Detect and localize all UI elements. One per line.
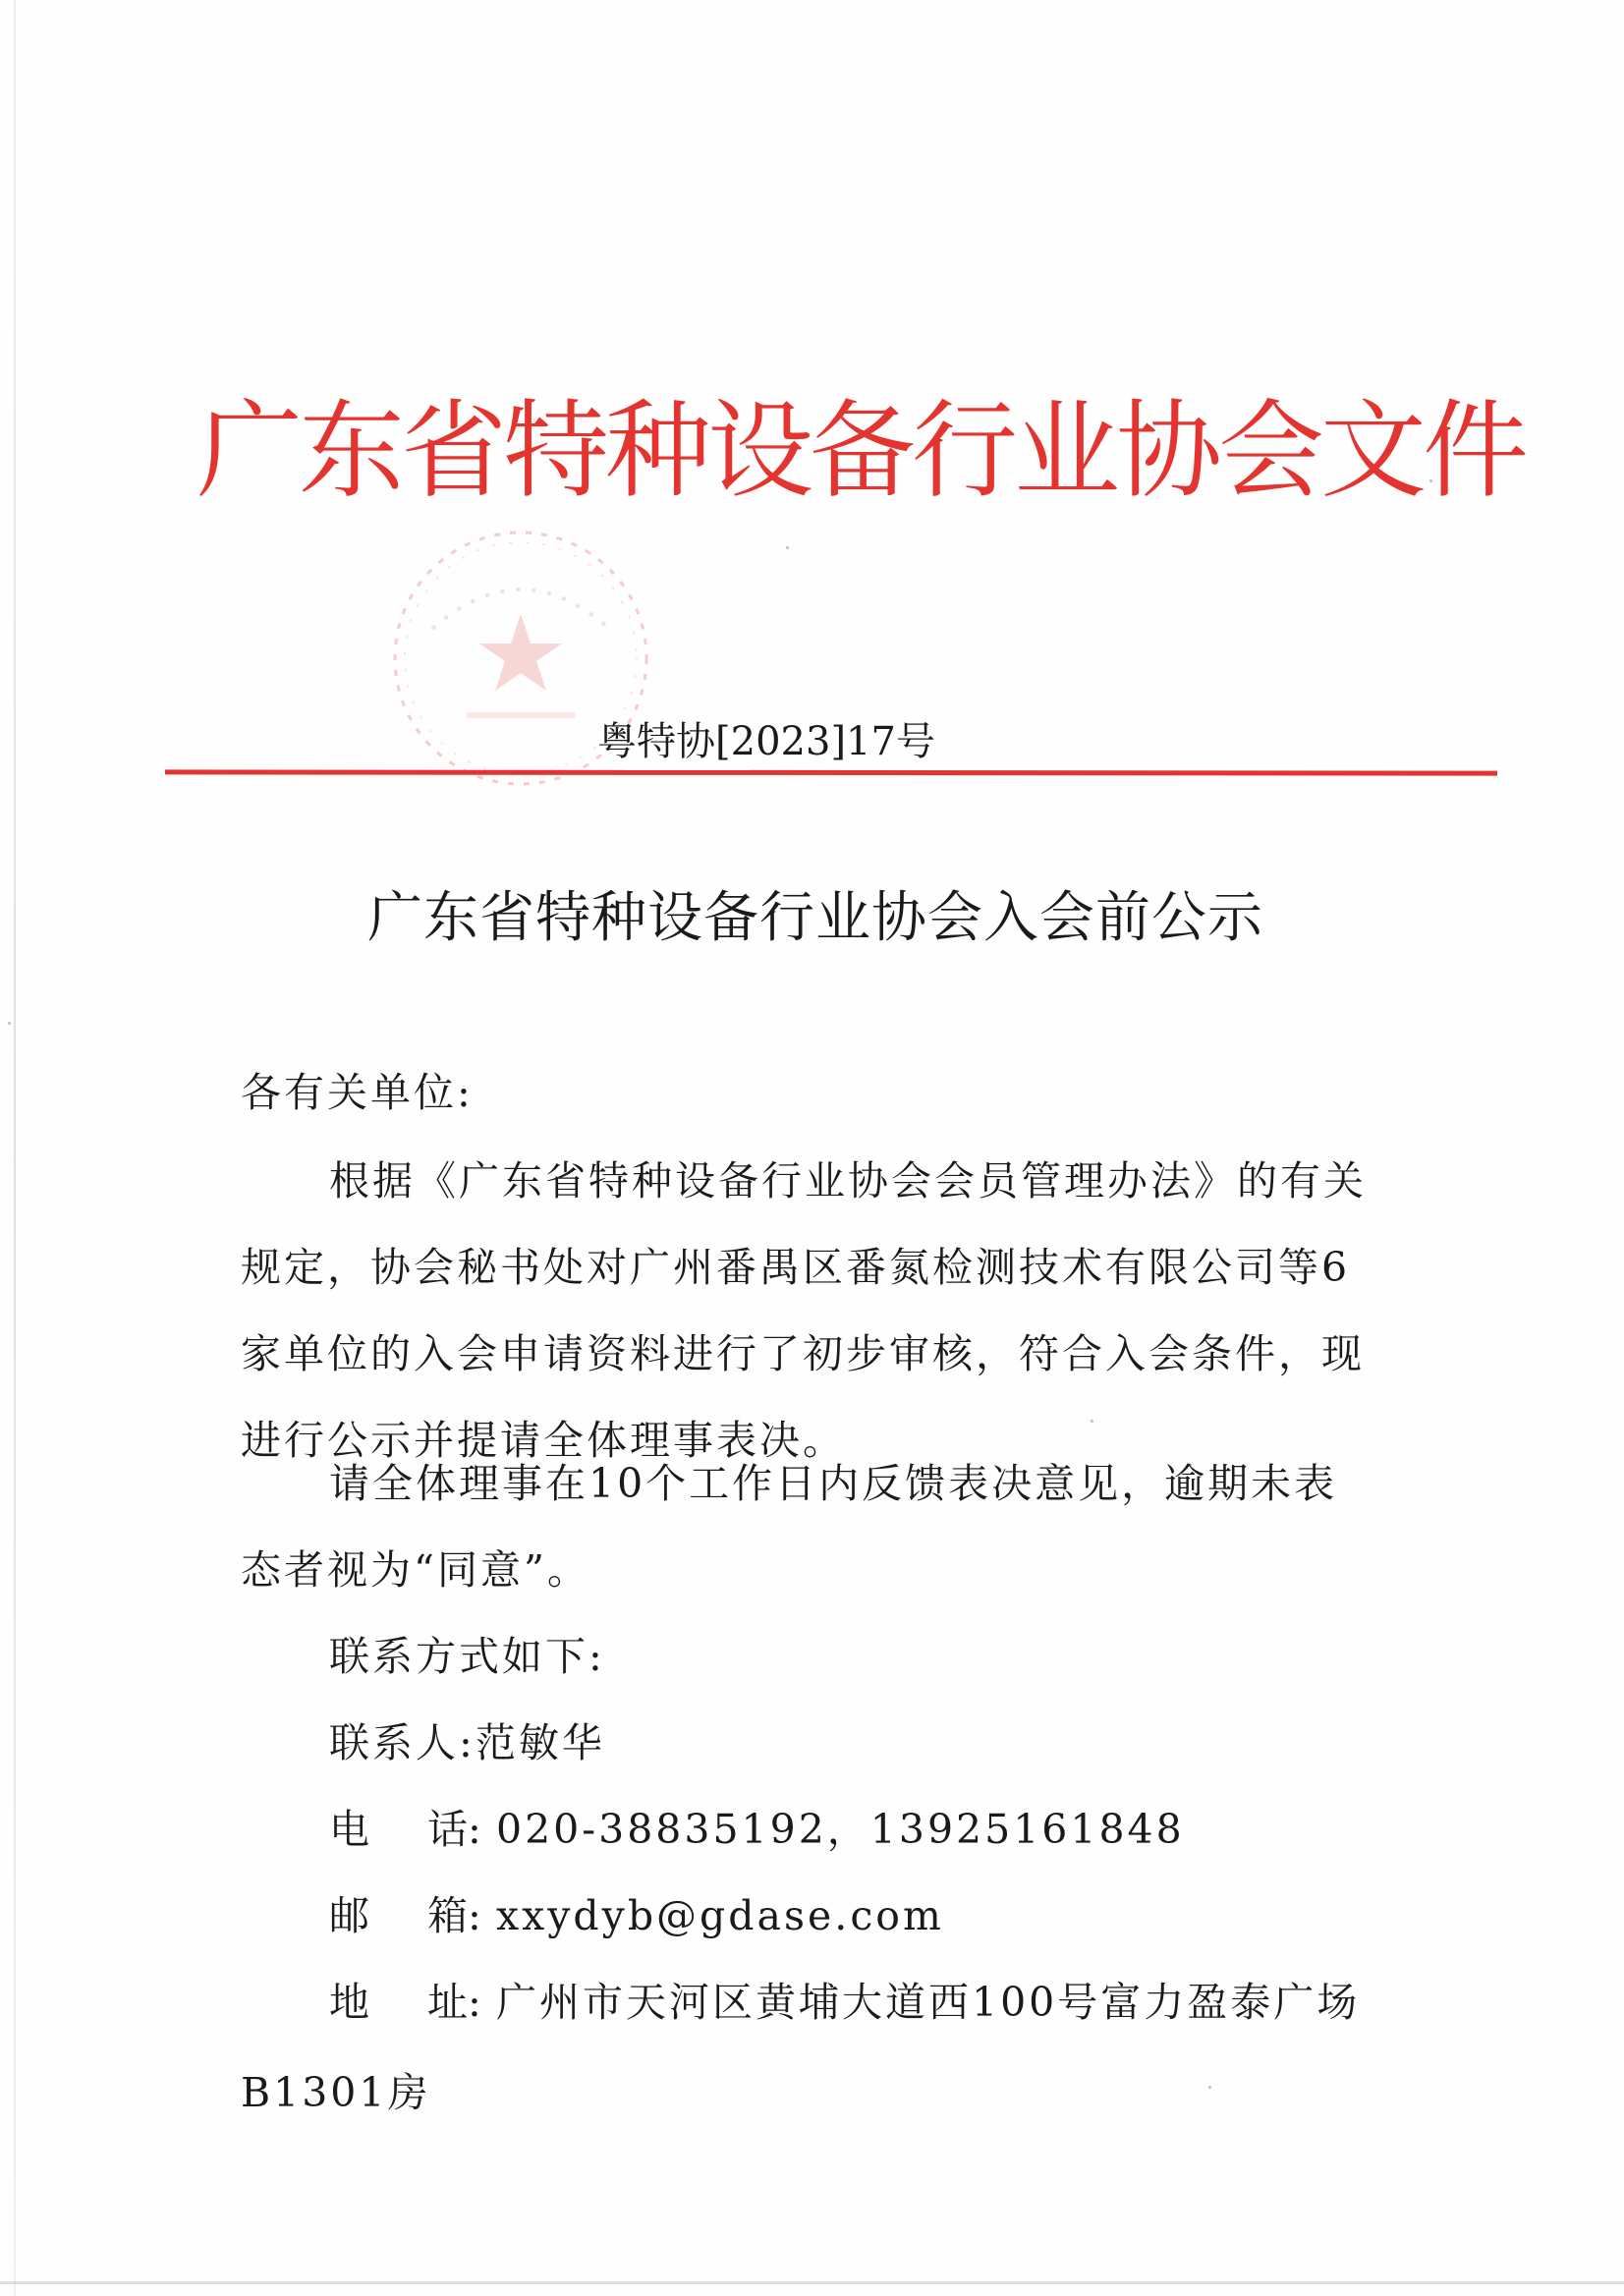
email-label [329,1886,496,1945]
contact-person-name: 范敏华 [475,1719,605,1766]
phone-value: 020-38835192，13925161848 [496,1806,1185,1853]
address-label [329,1973,496,2032]
paragraph-line: 请全体理事在10个工作日内反馈表决意见，逾期未表 [329,1460,1338,1507]
address-label-char2: 址: [427,1979,481,2026]
paragraph-line: 家单位的入会申请资料进行了初步审核，符合入会条件，现 [241,1330,1365,1377]
scan-speck [1208,2086,1211,2089]
paragraph-line: 进行公示并提请全体理事表决。 [241,1417,846,1464]
letterhead-title: 广东省特种设备行业协会文件 [196,390,1526,513]
scan-speck [8,1022,11,1025]
paragraph-line: 态者视为“同意”。 [241,1546,590,1594]
address-label-char1: 地 [329,1979,369,2026]
email-label-char2: 箱: [427,1892,481,1939]
contact-address-row [329,1973,1400,2032]
document-number: 粤特协[2023]17号 [597,719,935,764]
scan-edge-left [14,0,16,2296]
phone-label-char1: 电 [329,1806,369,1853]
contact-person-row [329,1713,1400,1772]
scan-speck [1429,479,1432,482]
paragraph-line: 规定，协会秘书处对广州番禺区番氮检测技术有限公司等6 [241,1244,1351,1291]
scan-speck [1091,1420,1093,1423]
scan-edge-bottom [0,2281,1624,2284]
phone-label [329,1800,496,1859]
phone-label-char2: 话: [427,1806,481,1853]
scan-speck [786,546,789,549]
address-value: 广州市天河区黄埔大道西100号富力盈泰广场 [496,1979,1361,2026]
contact-intro: 联系方式如下: [329,1633,605,1680]
contact-email-row [329,1886,1400,1945]
paragraph-line: 根据《广东省特种设备行业协会会员管理办法》的有关 [329,1157,1367,1204]
red-divider-line [165,769,1497,775]
paragraph-notice [241,1151,1395,1497]
address-continuation: B1301房 [241,2069,431,2116]
salutation: 各有关单位: [241,1069,474,1116]
contact-person-label: 联系人: [329,1719,476,1766]
document-title: 广东省特种设备行业协会入会前公示 [367,886,1263,950]
email-value: xxydyb@gdase.com [496,1892,944,1939]
contact-phone-row [329,1800,1400,1859]
paragraph-voting [241,1454,1395,1627]
email-label-char1: 邮 [329,1892,369,1939]
